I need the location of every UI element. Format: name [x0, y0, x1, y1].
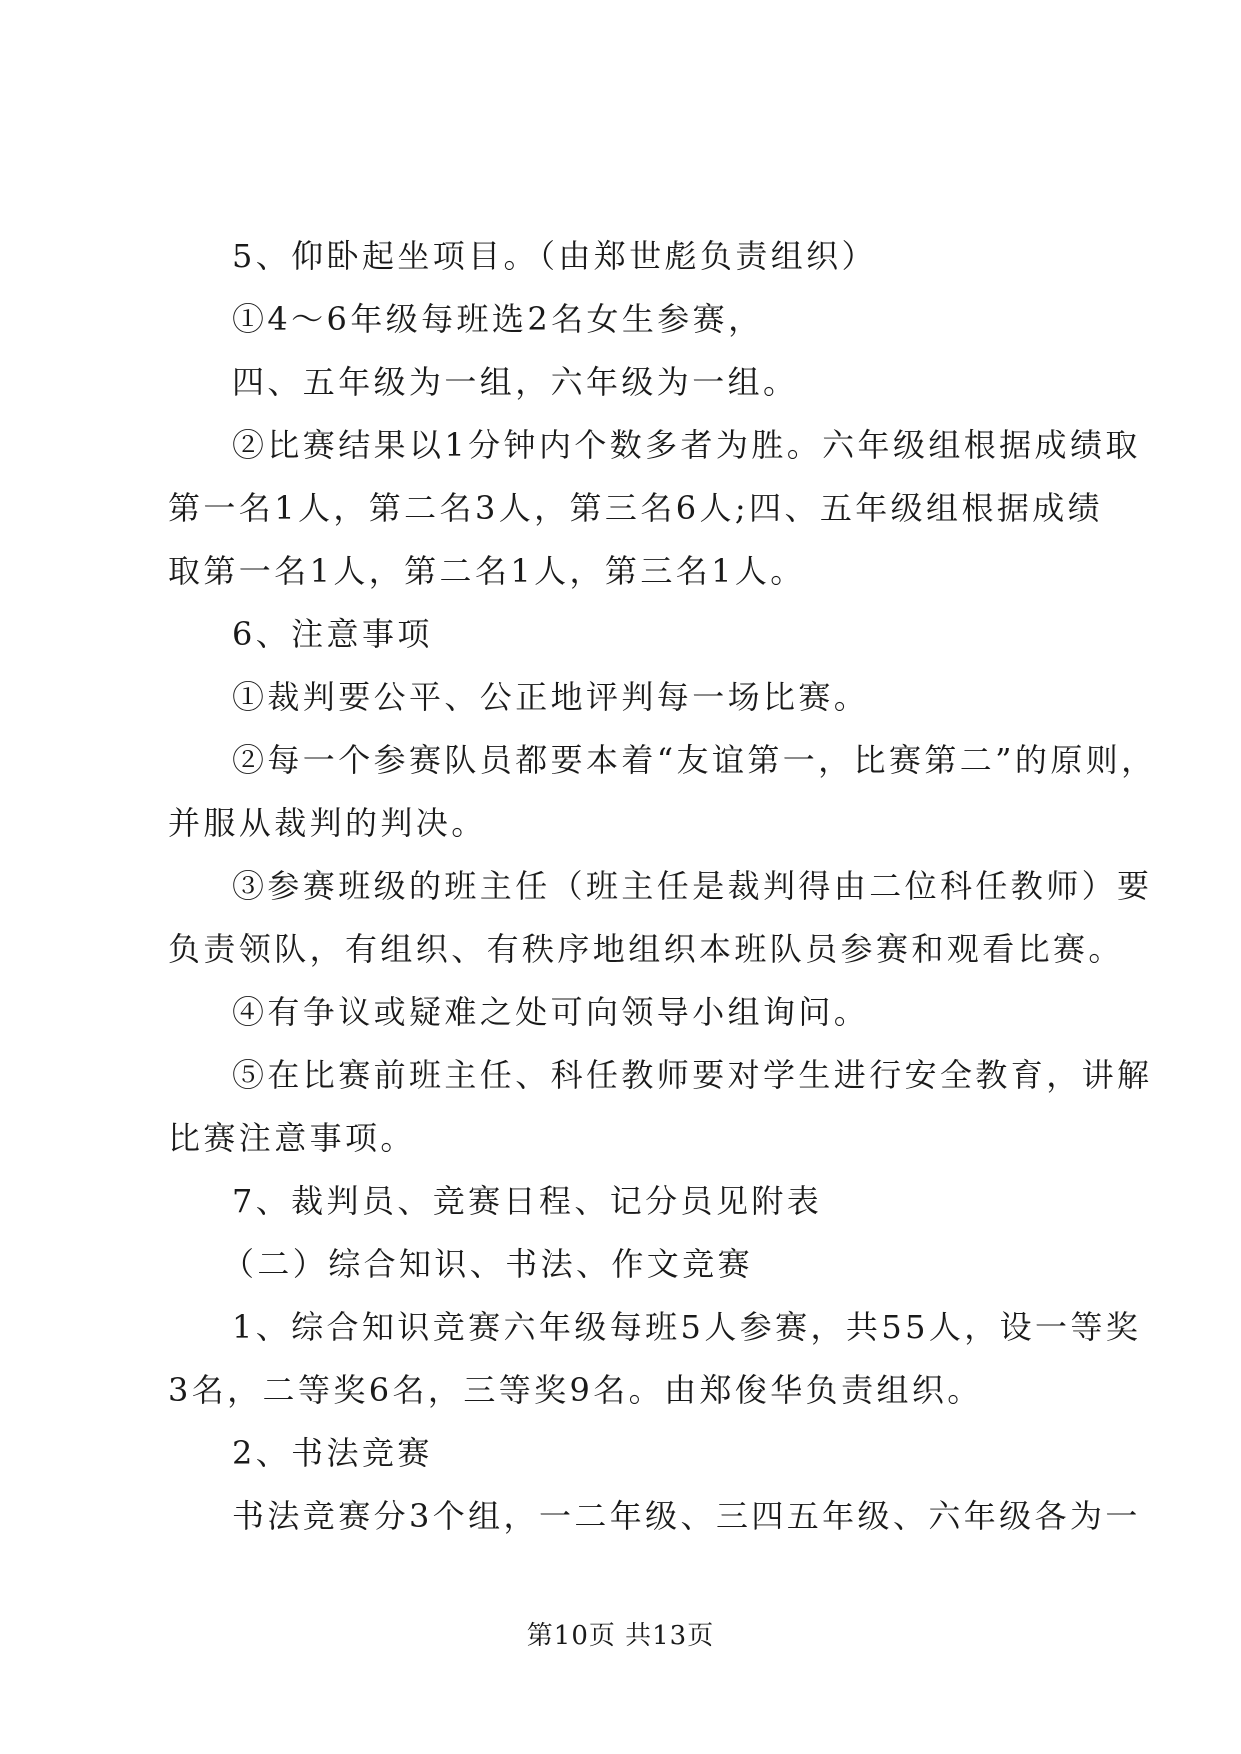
- paragraph-line: 第一名1人，第二名3人，第三名6人;四、五年级组根据成绩: [168, 489, 1104, 527]
- paragraph-line: 比赛注意事项。: [168, 1119, 416, 1157]
- paragraph-line: 负责领队，有组织、有秩序地组织本班队员参赛和观看比赛。: [168, 930, 1124, 968]
- paragraph-line: 1、综合知识竞赛六年级每班5人参赛，共55人，设一等奖: [232, 1308, 1142, 1346]
- paragraph-line: ①4～6年级每班选2名女生参赛，: [232, 300, 764, 338]
- paragraph-line: 四、五年级为一组，六年级为一组。: [232, 363, 799, 401]
- paragraph-line: ②每一个参赛队员都要本着“友谊第一，比赛第二”的原则，: [232, 741, 1157, 779]
- paragraph-line: 3名，二等奖6名，三等奖9名。由郑俊华负责组织。: [168, 1371, 983, 1409]
- paragraph-line: ③参赛班级的班主任（班主任是裁判得由二位科任教师）要: [232, 867, 1153, 905]
- paragraph-line: 并服从裁判的判决。: [168, 804, 487, 842]
- paragraph-line: ②比赛结果以1分钟内个数多者为胜。六年级组根据成绩取: [232, 426, 1141, 464]
- section-heading: （二）综合知识、书法、作文竞赛: [222, 1245, 754, 1283]
- section-heading: 2、书法竞赛: [232, 1434, 433, 1472]
- paragraph-line: ④有争议或疑难之处可向领导小组询问。: [232, 993, 870, 1031]
- paragraph-line: ①裁判要公平、公正地评判每一场比赛。: [232, 678, 870, 716]
- paragraph-line: 书法竞赛分3个组，一二年级、三四五年级、六年级各为一: [232, 1497, 1141, 1535]
- paragraph-line: 取第一名1人，第二名1人，第三名1人。: [168, 552, 806, 590]
- section-heading: 6、注意事项: [232, 615, 433, 653]
- paragraph-line: ⑤在比赛前班主任、科任教师要对学生进行安全教育，讲解: [232, 1056, 1153, 1094]
- section-heading: 7、裁判员、竞赛日程、记分员见附表: [232, 1182, 823, 1220]
- page-number-footer: 第10页 共13页: [526, 1621, 715, 1651]
- paragraph-line: 5、仰卧起坐项目。（由郑世彪负责组织）: [232, 237, 877, 275]
